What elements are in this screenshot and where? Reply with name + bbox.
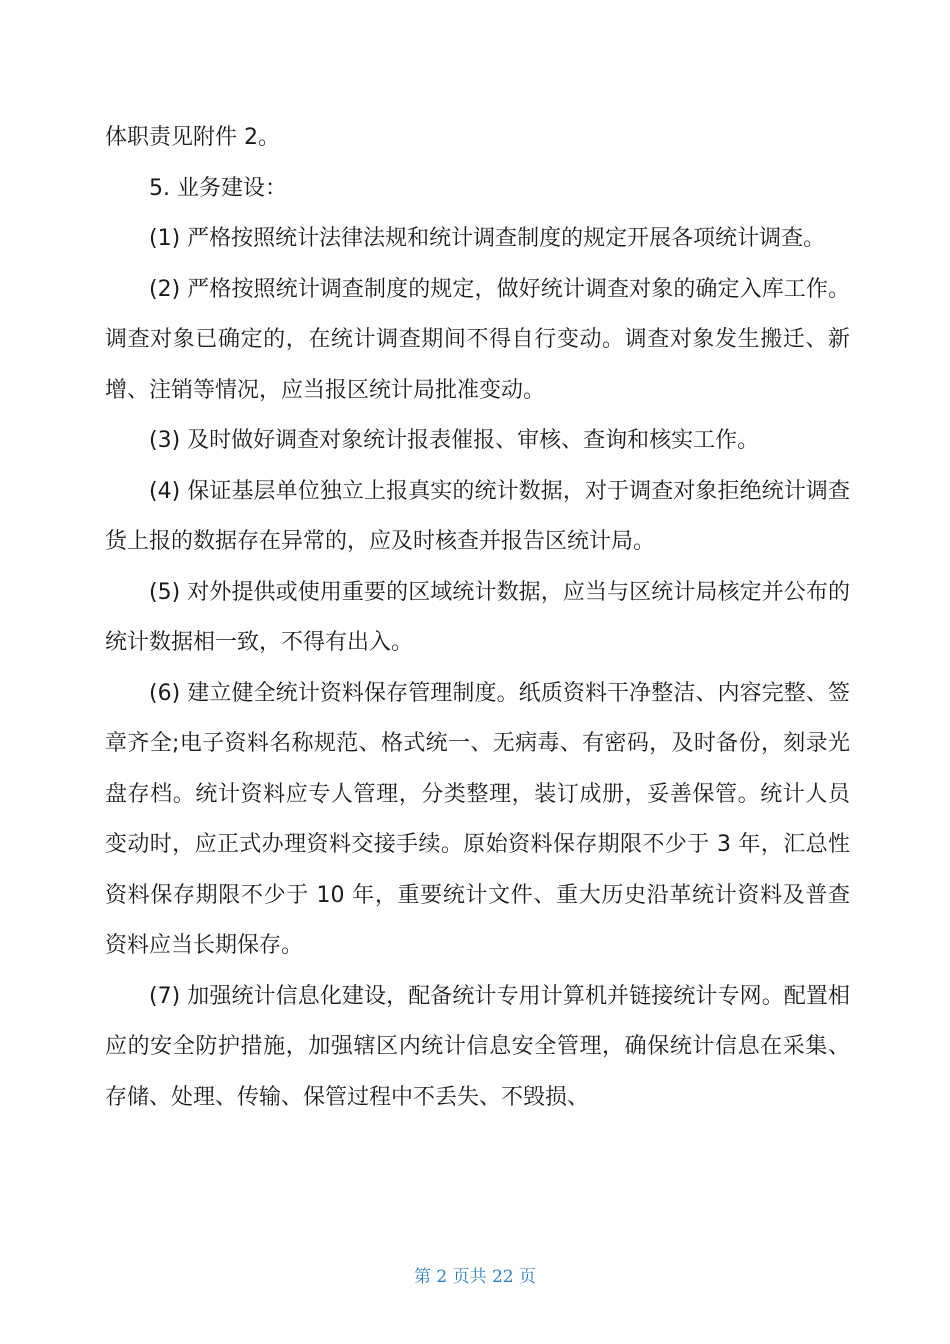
paragraph-item-7: (7) 加强统计信息化建设，配备统计专用计算机并链接统计专网。配置相应的安全防护措施，加强辖区内统计信息安全管理，确保统计信息在采集、存储、处理、传输、保管过程中不丢失、不毁损、 [105,983,850,1110]
document-body [105,113,850,1123]
paragraph-continuation: 体职责见附件 2。 [105,125,280,150]
paragraph-item-5: (5) 对外提供或使用重要的区域统计数据，应当与区统计局核定并公布的统计数据相一致，不得有出入。 [105,579,850,655]
paragraph-item-2: (2) 严格按照统计调查制度的规定，做好统计调查对象的确定入库工作。调查对象已确定的，在统计调查期间不得自行变动。调查对象发生搬迁、新增、注销等情况，应当报区统计局批准变动。 [105,276,850,403]
paragraph-item-1: (1) 严格按照统计法律法规和统计调查制度的规定开展各项统计调查。 [149,226,826,251]
paragraph-item-6: (6) 建立健全统计资料保存管理制度。纸质资料干净整洁、内容完整、签章齐全;电子资料名称规范、格式统一、无病毒、有密码，及时备份，刻录光盘存档。统计资料应专人管理，分类整理，装订成册，妥善保管。统计人员变动时，应正式办理资料交接手续。原始资料保存期限不少于 3 年，汇总性资料保存期限不少于 10 年，重要统计文件、重大历史沿革统计资料及普查资料应当长期保存。 [105,680,850,958]
section-heading-business: 5. 业务建设： [149,175,287,201]
page-number-footer: 第 2 页共 22 页 [413,1267,537,1287]
paragraph-item-4: (4) 保证基层单位独立上报真实的统计数据，对于调查对象拒绝统计调查货上报的数据存在异常的，应及时核查并报告区统计局。 [105,478,850,554]
paragraph-item-3: (3) 及时做好调查对象统计报表催报、审核、查询和核实工作。 [149,428,760,453]
